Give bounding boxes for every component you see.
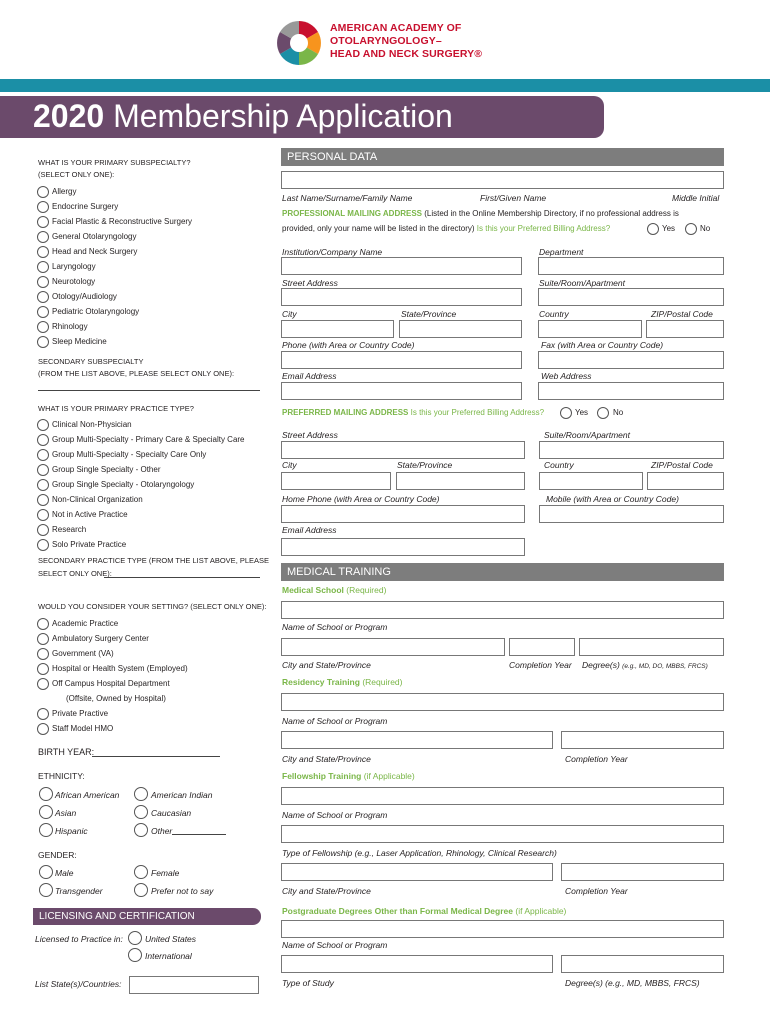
city-input[interactable]	[281, 320, 394, 338]
pref-city-label: City	[282, 460, 297, 470]
pref-city-input[interactable]	[281, 472, 391, 490]
opt-label: Solo Private Practice	[52, 540, 127, 549]
ethnicity-label: ETHNICITY:	[38, 771, 85, 781]
med-city-input[interactable]	[281, 638, 505, 656]
pref-suite-input[interactable]	[539, 441, 724, 459]
home-phone-label: Home Phone (with Area or Country Code)	[282, 494, 440, 504]
res-city-label: City and State/Province	[282, 754, 371, 764]
mobile-input[interactable]	[539, 505, 724, 523]
medical-school-input[interactable]	[281, 601, 724, 619]
opt-label: Off Campus Hospital Department	[52, 679, 170, 688]
radio-practice-8[interactable]	[37, 539, 49, 551]
opt-label: No	[613, 408, 624, 417]
opt-label: Academic Practice	[52, 619, 119, 628]
medical-school-heading: Medical School (Required)	[282, 585, 387, 595]
aao-hns-logo	[276, 20, 322, 66]
department-input[interactable]	[538, 257, 724, 275]
birth-year-label: BIRTH YEAR:	[38, 747, 95, 757]
radio-setting-5[interactable]	[37, 708, 49, 720]
pg-school-name-label: Name of School or Program	[282, 940, 388, 950]
last-name-label: Last Name/Surname/Family Name	[282, 193, 413, 203]
radio-transgender[interactable]	[39, 883, 53, 897]
opt-label: International	[145, 951, 192, 961]
radio-prefer-not[interactable]	[134, 883, 148, 897]
opt-label: Female	[151, 868, 180, 878]
q-subspecialty-note: (SELECT ONLY ONE):	[38, 170, 115, 179]
opt-label: African American	[55, 790, 120, 800]
radio-setting-2[interactable]	[37, 648, 49, 660]
q-subspecialty: WHAT IS YOUR PRIMARY SUBSPECIALTY?	[38, 158, 191, 167]
radio-setting-6[interactable]	[37, 723, 49, 735]
radio-endocrine[interactable]	[37, 201, 49, 213]
med-school-name-label: Name of School or Program	[282, 622, 388, 632]
res-city-input[interactable]	[281, 731, 553, 749]
radio-african-american[interactable]	[39, 787, 53, 801]
secondary-subspecialty: SECONDARY SUBSPECIALTY	[38, 357, 144, 366]
country-input[interactable]	[538, 320, 642, 338]
middle-initial-label: Middle Initial	[672, 193, 720, 203]
radio-billing-yes[interactable]	[647, 223, 659, 235]
radio-pref-billing-yes[interactable]	[560, 407, 572, 419]
radio-pref-billing-no[interactable]	[597, 407, 609, 419]
pref-suite-label: Suite/Room/Apartment	[544, 430, 630, 440]
radio-otology[interactable]	[37, 291, 49, 303]
pma-note: provided, only your name will be listed in the directory) Is this your Preferred Billing Address?	[282, 224, 611, 233]
mobile-label: Mobile (with Area or Country Code)	[546, 494, 679, 504]
pref-street-label: Street Address	[282, 430, 338, 440]
pref-state-label: State/Province	[397, 460, 453, 470]
radio-rhinology[interactable]	[37, 321, 49, 333]
fel-completion-input[interactable]	[561, 863, 724, 881]
radio-setting-3[interactable]	[37, 663, 49, 675]
radio-laryngology[interactable]	[37, 261, 49, 273]
email-input[interactable]	[281, 382, 522, 400]
opt-label: Other	[151, 826, 173, 836]
secondary-subspecialty-line[interactable]	[38, 390, 260, 391]
email-label: Email Address	[282, 371, 337, 381]
radio-setting-0[interactable]	[37, 618, 49, 630]
pref-state-input[interactable]	[396, 472, 525, 490]
list-states-input[interactable]	[129, 976, 259, 994]
radio-pediatric[interactable]	[37, 306, 49, 318]
zip-input[interactable]	[646, 320, 724, 338]
fel-completion-label: Completion Year	[565, 886, 628, 896]
fellowship-type-input[interactable]	[281, 825, 724, 843]
radio-billing-no[interactable]	[685, 223, 697, 235]
radio-practice-6[interactable]	[37, 509, 49, 521]
opt-label: General Otolaryngology	[52, 232, 137, 241]
radio-asian[interactable]	[39, 805, 53, 819]
list-states-label: List State(s)/Countries:	[35, 979, 122, 989]
residency-input[interactable]	[281, 693, 724, 711]
pref-email-input[interactable]	[281, 538, 525, 556]
radio-practice-4[interactable]	[37, 479, 49, 491]
licensed-label: Licensed to Practice in:	[35, 934, 123, 944]
radio-male[interactable]	[39, 865, 53, 879]
q-practice-type: WHAT IS YOUR PRIMARY PRACTICE TYPE?	[38, 404, 194, 413]
opt-label: Sleep Medicine	[52, 337, 107, 346]
radio-practice-3[interactable]	[37, 464, 49, 476]
radio-practice-2[interactable]	[37, 449, 49, 461]
radio-international[interactable]	[128, 948, 142, 962]
state-label: State/Province	[401, 309, 457, 319]
med-completion-input[interactable]	[509, 638, 575, 656]
opt-label: Transgender	[55, 886, 103, 896]
res-completion-input[interactable]	[561, 731, 724, 749]
radio-general[interactable]	[37, 231, 49, 243]
med-degrees-input[interactable]	[579, 638, 724, 656]
pref-zip-input[interactable]	[647, 472, 724, 490]
opt-label: Non-Clinical Organization	[52, 495, 143, 504]
opt-label: Private Practive	[52, 709, 109, 718]
org-name: AMERICAN ACADEMY OF OTOLARYNGOLOGY– HEAD AND NECK SURGERY®	[330, 22, 483, 60]
fax-input[interactable]	[538, 351, 724, 369]
opt-label: Not in Active Practice	[52, 510, 128, 519]
zip-label: ZIP/Postal Code	[651, 309, 713, 319]
opt-label: Hispanic	[55, 826, 88, 836]
fax-label: Fax (with Area or Country Code)	[541, 340, 664, 350]
opt-label: Neurotology	[52, 277, 96, 286]
radio-american-indian[interactable]	[134, 787, 148, 801]
street-input[interactable]	[281, 288, 522, 306]
opt-label: Male	[55, 868, 74, 878]
pref-country-label: Country	[544, 460, 574, 470]
web-input[interactable]	[538, 382, 724, 400]
opt-label: Allergy	[52, 187, 77, 196]
med-degrees-label: Degree(s) (e.g., MD, DO, MBBS, FRCS)	[582, 660, 708, 670]
postgrad-heading: Postgraduate Degrees Other than Formal Medical Degree (if Applicable)	[282, 906, 567, 916]
radio-caucasian[interactable]	[134, 805, 148, 819]
phone-label: Phone (with Area or Country Code)	[282, 340, 415, 350]
secondary-practice-line[interactable]	[104, 577, 260, 578]
opt-label: Rhinology	[52, 322, 88, 331]
opt-label: Yes	[662, 224, 676, 233]
personal-data-header: PERSONAL DATA	[281, 148, 724, 166]
opt-label: Group Multi-Specialty - Specialty Care Only	[52, 450, 207, 459]
opt-label: Hospital or Health System (Employed)	[52, 664, 188, 673]
secondary-practice: SECONDARY PRACTICE TYPE (FROM THE LIST ABOVE, PLEASE	[38, 556, 270, 565]
page-title: 2020 Membership Application	[33, 98, 453, 134]
street-label: Street Address	[282, 278, 338, 288]
opt-label: Government (VA)	[52, 649, 114, 658]
gender-label: GENDER:	[38, 850, 77, 860]
pg-degrees-label: Degree(s) (e.g., MD, MBBS, FRCS)	[565, 978, 700, 988]
pg-degrees-input[interactable]	[561, 955, 724, 973]
opt-label: Ambulatory Surgery Center	[52, 634, 149, 643]
preferred-heading: PREFERRED MAILING ADDRESS Is this your Preferred Billing Address?	[282, 408, 545, 417]
institution-label: Institution/Company Name	[282, 247, 383, 257]
secondary-practice-2: SELECT ONLY ONE):	[38, 569, 112, 578]
opt-label: Staff Model HMO	[52, 724, 114, 733]
phone-input[interactable]	[281, 351, 522, 369]
web-label: Web Address	[541, 371, 592, 381]
res-completion-label: Completion Year	[565, 754, 628, 764]
opt-label: Group Single Specialty - Otolaryngology	[52, 480, 195, 489]
radio-setting-1[interactable]	[37, 633, 49, 645]
res-school-name-label: Name of School or Program	[282, 716, 388, 726]
radio-practice-7[interactable]	[37, 524, 49, 536]
department-label: Department	[539, 247, 584, 257]
radio-setting-4[interactable]	[37, 678, 49, 690]
city-label: City	[282, 309, 297, 319]
postgrad-input[interactable]	[281, 920, 724, 938]
opt-label: United States	[145, 934, 197, 944]
radio-facial-plastic[interactable]	[37, 216, 49, 228]
q-setting: WOULD YOU CONSIDER YOUR SETTING? (SELECT ONLY ONE):	[38, 602, 267, 611]
licensing-header: LICENSING AND CERTIFICATION	[33, 908, 261, 925]
med-city-label: City and State/Province	[282, 660, 371, 670]
other-ethnicity-line[interactable]	[172, 834, 226, 835]
country-label: Country	[539, 309, 569, 319]
opt-label: No	[700, 224, 711, 233]
pref-country-input[interactable]	[539, 472, 643, 490]
fel-school-name-label: Name of School or Program	[282, 810, 388, 820]
birth-year-line[interactable]	[92, 756, 220, 757]
pma-heading: PROFESSIONAL MAILING ADDRESS (Listed in the Online Membership Directory, if no professional address is	[282, 209, 679, 218]
radio-hispanic[interactable]	[39, 823, 53, 837]
radio-neurotology[interactable]	[37, 276, 49, 288]
opt-label: Facial Plastic & Reconstructive Surgery	[52, 217, 193, 226]
opt-label: Otology/Audiology	[52, 292, 117, 301]
fellowship-heading: Fellowship Training (if Applicable)	[282, 771, 415, 781]
opt-label: Endocrine Surgery	[52, 202, 119, 211]
setting-sub-note: (Offsite, Owned by Hospital)	[66, 694, 166, 703]
opt-label: Prefer not to say	[151, 886, 214, 896]
fellowship-input[interactable]	[281, 787, 724, 805]
opt-label: Yes	[575, 408, 589, 417]
name-input[interactable]	[281, 171, 724, 189]
opt-label: Head and Neck Surgery	[52, 247, 138, 256]
opt-label: Group Multi-Specialty - Primary Care & Specialty Care	[52, 435, 245, 444]
radio-other[interactable]	[134, 823, 148, 837]
state-input[interactable]	[399, 320, 522, 338]
radio-allergy[interactable]	[37, 186, 49, 198]
home-phone-input[interactable]	[281, 505, 525, 523]
fel-city-input[interactable]	[281, 863, 553, 881]
fel-city-label: City and State/Province	[282, 886, 371, 896]
med-completion-label: Completion Year	[509, 660, 572, 670]
medical-training-header: MEDICAL TRAINING	[281, 563, 724, 581]
radio-practice-0[interactable]	[37, 419, 49, 431]
residency-heading: Residency Training (Required)	[282, 677, 403, 687]
opt-label: Clinical Non-Physician	[52, 420, 132, 429]
pref-email-label: Email Address	[282, 525, 337, 535]
opt-label: Asian	[55, 808, 77, 818]
opt-label: American Indian	[151, 790, 213, 800]
institution-input[interactable]	[281, 257, 522, 275]
radio-practice-1[interactable]	[37, 434, 49, 446]
type-study-label: Type of Study	[282, 978, 334, 988]
suite-input[interactable]	[538, 288, 724, 306]
radio-practice-5[interactable]	[37, 494, 49, 506]
pg-study-input[interactable]	[281, 955, 553, 973]
first-name-label: First/Given Name	[480, 193, 547, 203]
opt-label: Pediatric Otolaryngology	[52, 307, 140, 316]
suite-label: Suite/Room/Apartment	[539, 278, 625, 288]
radio-head-neck[interactable]	[37, 246, 49, 258]
fellowship-type-label: Type of Fellowship (e.g., Laser Application, Rhinology, Clinical Research)	[282, 848, 557, 858]
opt-label: Laryngology	[52, 262, 96, 271]
radio-female[interactable]	[134, 865, 148, 879]
radio-sleep[interactable]	[37, 336, 49, 348]
header-band	[0, 79, 770, 92]
opt-label: Group Single Specialty - Other	[52, 465, 161, 474]
pref-street-input[interactable]	[281, 441, 525, 459]
opt-label: Research	[52, 525, 87, 534]
radio-united-states[interactable]	[128, 931, 142, 945]
pref-zip-label: ZIP/Postal Code	[651, 460, 713, 470]
opt-label: Caucasian	[151, 808, 192, 818]
secondary-subspecialty-note: (FROM THE LIST ABOVE, PLEASE SELECT ONLY ONE):	[38, 369, 235, 378]
